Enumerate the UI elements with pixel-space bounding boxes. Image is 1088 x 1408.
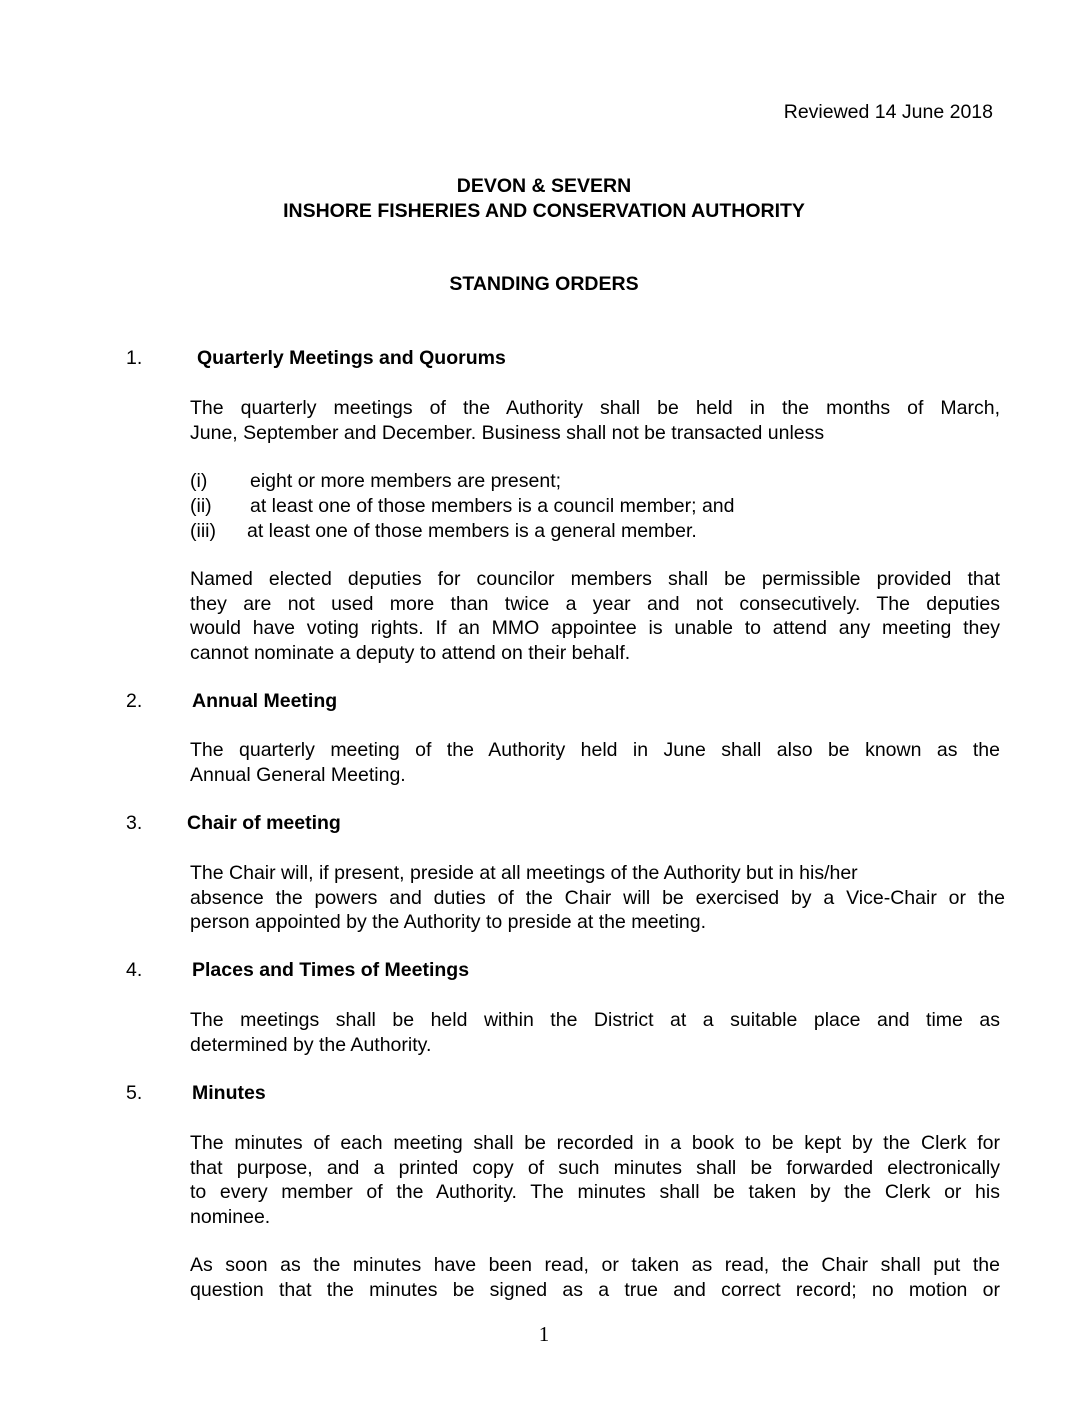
paragraph-line: The quarterly meeting of the Authority held in June shall also be known as the (190, 739, 1000, 761)
list-item-number: (iii) (190, 520, 216, 542)
section-heading: Minutes (192, 1082, 266, 1104)
document-title: STANDING ORDERS (449, 273, 639, 295)
list-item (190, 494, 890, 519)
paragraph-line: The quarterly meetings of the Authority shall be held in the months of March, (190, 397, 1000, 419)
paragraph-line: As soon as the minutes have been read, or taken as read, the Chair shall put the (190, 1254, 1000, 1276)
section-paragraph (190, 1131, 1000, 1229)
list-item-text: eight or more members are present; (250, 470, 562, 492)
paragraph-line: nominee. (190, 1205, 271, 1228)
org-name-line2: INSHORE FISHERIES AND CONSERVATION AUTHORITY (283, 200, 805, 222)
section-number: 5. (126, 1082, 143, 1104)
section-number: 3. (126, 812, 143, 834)
paragraph-line: The Chair will, if present, preside at all meetings of the Authority but in his/her (190, 862, 858, 884)
section-paragraph (190, 567, 1000, 665)
list-item (190, 519, 890, 544)
section-paragraph (190, 396, 1000, 445)
review-date: Reviewed 14 June 2018 (783, 101, 993, 123)
section-number: 4. (126, 959, 143, 981)
paragraph-line: question that the minutes be signed as a true and correct record; no motion or (190, 1278, 1000, 1301)
paragraph-line: person appointed by the Authority to preside at the meeting. (190, 911, 707, 933)
list-item-text: at least one of those members is a council member; and (250, 495, 735, 517)
section-paragraph (190, 861, 1005, 935)
list-item-text: at least one of those members is a general member. (247, 520, 697, 542)
section-heading: Quarterly Meetings and Quorums (197, 347, 506, 369)
list-item-number: (ii) (190, 495, 212, 517)
paragraph-line: they are not used more than twice a year and not consecutively. The deputies (190, 592, 1000, 615)
org-name-line1: DEVON & SEVERN (456, 175, 632, 197)
section-number: 1. (126, 347, 143, 369)
section-paragraph (190, 1008, 1000, 1057)
paragraph-line: Annual General Meeting. (190, 763, 406, 786)
paragraph-line: cannot nominate a deputy to attend on their behalf. (190, 641, 631, 664)
paragraph-line: Named elected deputies for councilor members shall be permissible provided that (190, 568, 1000, 590)
section-heading: Chair of meeting (187, 812, 341, 834)
section-number: 2. (126, 690, 143, 712)
quorum-conditions-list (190, 469, 890, 544)
paragraph-line: to every member of the Authority. The minutes shall be taken by the Clerk or his (190, 1181, 1000, 1203)
paragraph-line: The minutes of each meeting shall be recorded in a book to be kept by the Clerk for (190, 1132, 1000, 1154)
section-paragraph (190, 1253, 1000, 1302)
section-paragraph (190, 738, 1000, 787)
list-item-number: (i) (190, 470, 208, 492)
paragraph-line: determined by the Authority. (190, 1033, 432, 1056)
page-number: 1 (538, 1322, 550, 1346)
paragraph-line: would have voting rights. If an MMO appointee is unable to attend any meeting they (190, 617, 1000, 639)
paragraph-line: that purpose, and a printed copy of such minutes shall be forwarded electronically (190, 1156, 1000, 1179)
paragraph-line: absence the powers and duties of the Chair will be exercised by a Vice-Chair or the (190, 886, 1005, 909)
paragraph-line: The meetings shall be held within the District at a suitable place and time as (190, 1009, 1000, 1031)
paragraph-line: June, September and December. Business shall not be transacted unless (190, 421, 825, 444)
section-heading: Places and Times of Meetings (192, 959, 470, 981)
list-item (190, 469, 890, 494)
section-heading: Annual Meeting (192, 690, 338, 712)
